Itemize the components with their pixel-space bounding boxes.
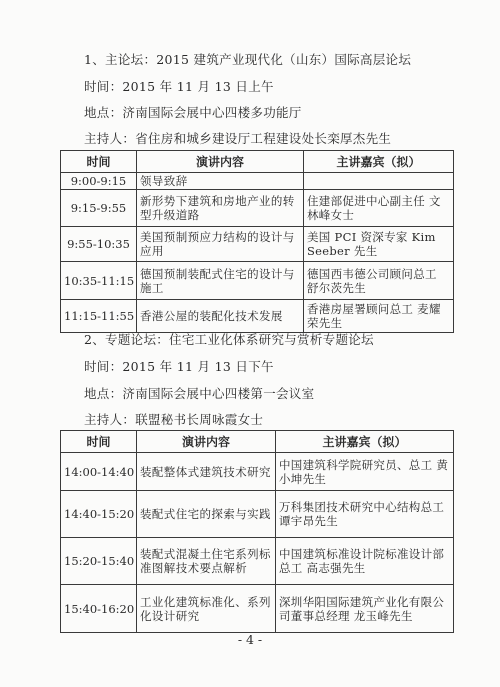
row-topic: 领导致辞 (137, 173, 304, 190)
row-time: 9:00-9:15 (61, 173, 137, 190)
forum1-location: 地点：济南国际会展中心四楼多功能厅 (84, 105, 302, 120)
table-row (61, 173, 454, 190)
row-speaker: 中国建筑标准设计院标准设计部总工 高志强先生 (276, 538, 454, 585)
row-topic: 装配整体式建筑技术研究 (137, 453, 276, 491)
row-time: 9:55-10:35 (61, 227, 137, 262)
row-time: 11:15-11:55 (61, 300, 137, 333)
row-topic: 美国预制预应力结构的设计与应用 (137, 227, 304, 262)
row-speaker: 万科集团技术研究中心结构总工 谭宇昂先生 (276, 491, 454, 538)
row-time: 10:35-11:15 (61, 262, 137, 300)
table-row (61, 262, 454, 300)
row-speaker: 中国建筑科学院研究员、总工 黄小坤先生 (276, 453, 454, 491)
table-row (61, 227, 454, 262)
table-header-row (61, 431, 454, 453)
row-time: 15:40-16:20 (61, 585, 137, 633)
header-topic: 演讲内容 (137, 151, 304, 173)
row-speaker: 香港房屋署顾问总工 麦耀荣先生 (304, 300, 454, 333)
forum1-schedule-table (60, 150, 454, 333)
row-topic: 德国预制装配式住宅的设计与施工 (137, 262, 304, 300)
row-speaker (304, 173, 454, 190)
header-speaker: 主讲嘉宾（拟） (276, 431, 454, 453)
forum2-title: 2、专题论坛：住宅工业化体系研究与赏析专题论坛 (84, 332, 374, 347)
table-row (61, 538, 454, 585)
table-header-row (61, 151, 454, 173)
header-speaker: 主讲嘉宾（拟） (304, 151, 454, 173)
table-row (61, 300, 454, 333)
row-topic: 香港公屋的装配化技术发展 (137, 300, 304, 333)
row-speaker: 美国 PCI 资深专家 Kim Seeber 先生 (304, 227, 454, 262)
table-row (61, 491, 454, 538)
forum1-time: 时间：2015 年 11 月 13 日上午 (84, 79, 274, 94)
header-time: 时间 (61, 431, 137, 453)
forum2-schedule-table (60, 430, 454, 633)
row-time: 14:40-15:20 (61, 491, 137, 538)
row-topic: 装配式混凝土住宅系列标准图解技术要点解析 (137, 538, 276, 585)
table-row (61, 585, 454, 633)
row-topic: 新形势下建筑和房地产业的转型升级道路 (137, 190, 304, 227)
table-row (61, 190, 454, 227)
row-topic: 装配式住宅的探索与实践 (137, 491, 276, 538)
row-speaker: 德国西韦德公司顾问总工 舒尔茨先生 (304, 262, 454, 300)
row-time: 14:00-14:40 (61, 453, 137, 491)
header-topic: 演讲内容 (137, 431, 276, 453)
forum2-host: 主持人：联盟秘书长周咏霞女士 (84, 412, 264, 427)
row-topic: 工业化建筑标准化、系列化设计研究 (137, 585, 276, 633)
forum1-title: 1、主论坛：2015 建筑产业现代化（山东）国际高层论坛 (84, 52, 412, 67)
row-speaker: 住建部促进中心副主任 文林峰女士 (304, 190, 454, 227)
page-number: - 4 - (237, 632, 263, 647)
forum2-location: 地点：济南国际会展中心四楼第一会议室 (84, 386, 315, 401)
header-time: 时间 (61, 151, 137, 173)
forum2-time: 时间：2015 年 11 月 13 日下午 (84, 359, 274, 374)
table-row (61, 453, 454, 491)
forum1-host: 主持人：省住房和城乡建设厅工程建设处长栾厚杰先生 (84, 131, 392, 146)
row-speaker: 深圳华阳国际建筑产业化有限公司董事总经理 龙玉峰先生 (276, 585, 454, 633)
row-time: 15:20-15:40 (61, 538, 137, 585)
row-time: 9:15-9:55 (61, 190, 137, 227)
